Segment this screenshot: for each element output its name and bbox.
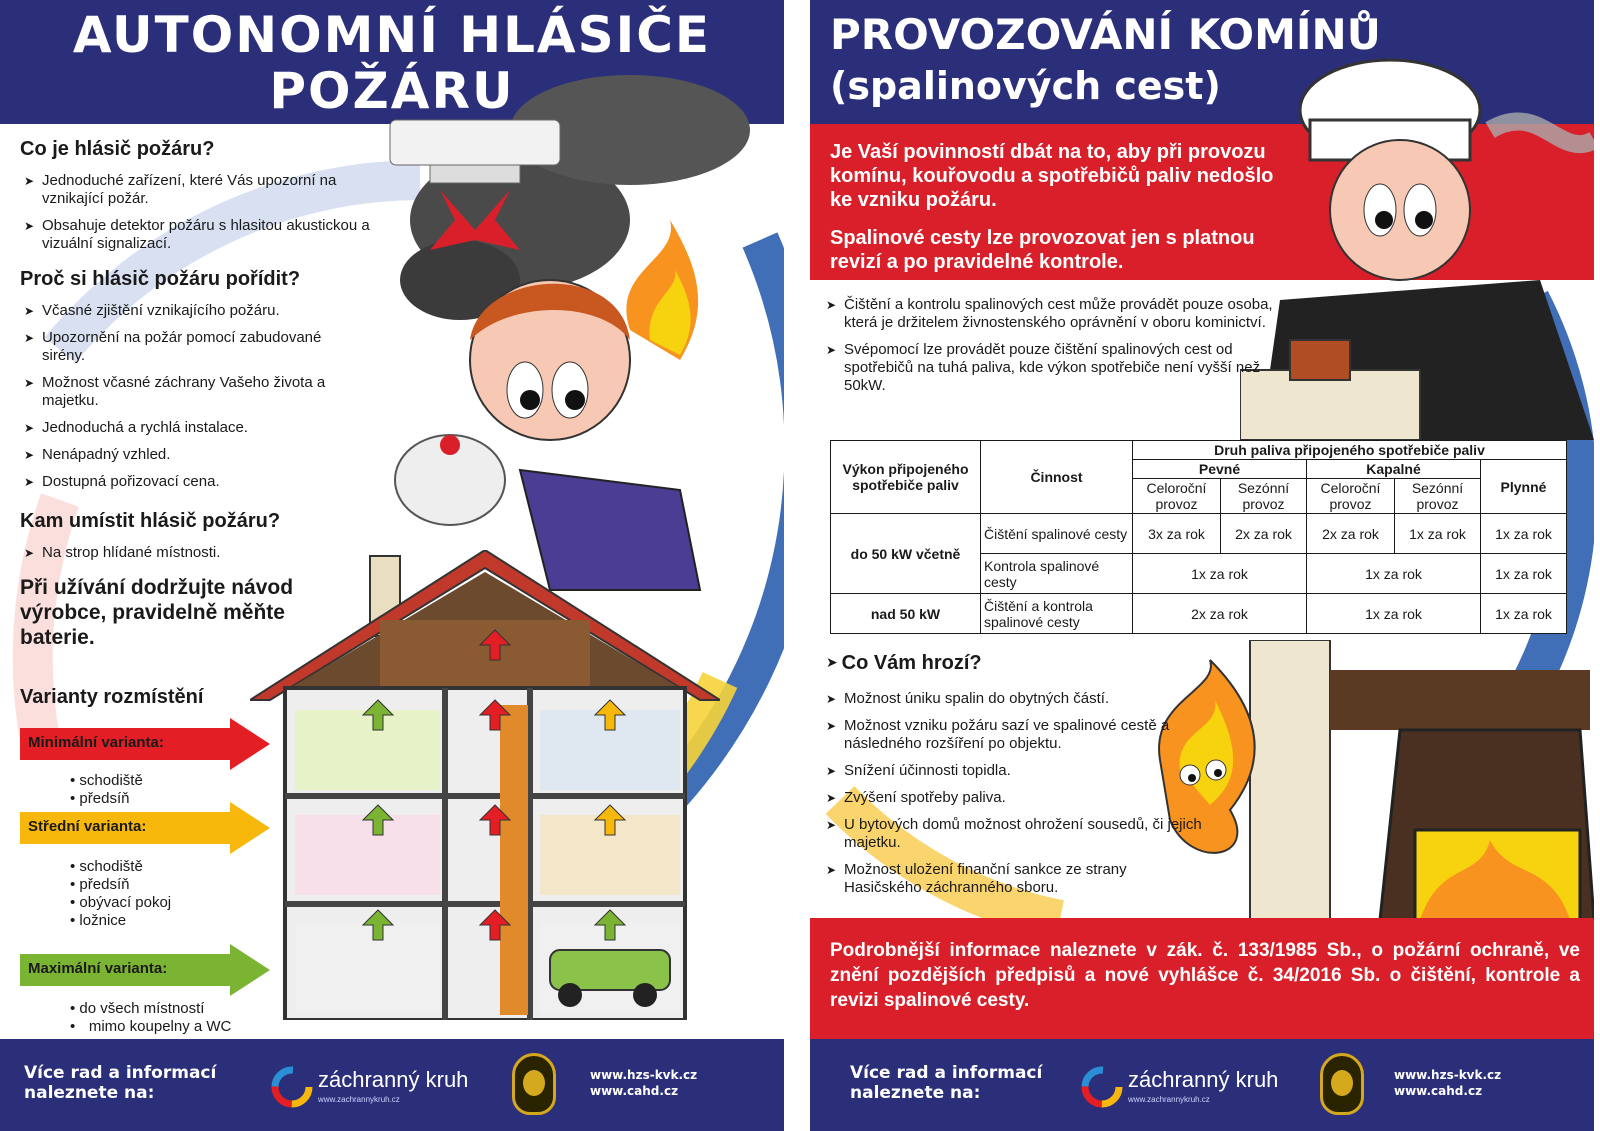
list-item: ➤ Svépomocí lze provádět pouze čištění spalinových cest od spotřebičů na tuhá paliva, kde výkon spotřebiče není vyšší než 50kW.: [826, 341, 1276, 395]
table-cell: 1x za rok: [1481, 594, 1567, 634]
list-item: ➤ Možnost včasné záchrany Vašeho života a majetku.: [24, 374, 364, 410]
url-link[interactable]: www.cahd.cz: [1394, 1084, 1483, 1098]
q1-heading: Co je hlásič požáru?: [20, 138, 215, 160]
q3-heading: Kam umístit hlásič požáru?: [20, 510, 281, 532]
list-item: ➤ Na strop hlídané místnosti.: [24, 544, 364, 562]
q1-list: [24, 172, 394, 262]
table-header: Činnost: [981, 441, 1133, 514]
url-link[interactable]: www.hzs-kvk.cz: [590, 1068, 698, 1082]
footer-more-info: Více rad a informací naleznete na:: [850, 1063, 1043, 1103]
variant-label: Minimální varianta:: [28, 734, 164, 751]
table-cell: 1x za rok: [1481, 514, 1567, 554]
variant-minimal: [20, 718, 270, 770]
variant-label: Střední varianta:: [28, 818, 147, 835]
circle-logo-icon: [270, 1065, 314, 1109]
table-header: Plynné: [1481, 460, 1567, 514]
list-item: ➤ Zvýšení spotřeby paliva.: [826, 789, 1206, 807]
variant-maximal: [20, 944, 270, 996]
variant-medium: [20, 802, 270, 854]
page-title-line1: AUTONOMNÍ HLÁSIČE: [72, 6, 712, 64]
fire-rescue-seal-icon: [512, 1053, 556, 1115]
table-header: Druh paliva připojeného spotřebiče paliv: [1133, 441, 1567, 460]
url-link[interactable]: www.hzs-kvk.cz: [1394, 1068, 1502, 1082]
list-item: • předsíň: [70, 876, 171, 894]
variant-label: Maximální varianta:: [28, 960, 168, 977]
table-header: Výkon připojeného spotřebiče paliv: [831, 441, 981, 514]
stove-fire-illustration: [1150, 640, 1594, 920]
brand-url[interactable]: www.zachrannykruh.cz: [318, 1095, 400, 1104]
brand-name: záchranný kruh: [1128, 1067, 1279, 1092]
legal-info-banner: [810, 918, 1594, 1039]
fire-rescue-seal-icon: [1320, 1053, 1364, 1115]
revision-text: Spalinové cesty lze provozovat jen s platnou revizí a po pravidelné kontrole.: [830, 227, 1255, 273]
page-title-line2: POŽÁRU: [269, 62, 515, 120]
list-item: • ložnice: [70, 912, 171, 930]
list-item: ➤ Možnost úniku spalin do obytných částí.: [826, 690, 1206, 708]
list-item: • schodiště: [70, 772, 143, 790]
url-link[interactable]: www.cahd.cz: [590, 1084, 679, 1098]
table-cell: nad 50 kW: [831, 594, 981, 634]
table-cell: 3x za rok: [1133, 514, 1221, 554]
usage-note: Při užívání dodržujte návod výrobce, pravidelně měňte baterie.: [20, 576, 294, 649]
list-item: • mimo koupelny a WC: [70, 1018, 231, 1036]
table-header: Celoroční provoz: [1307, 479, 1395, 514]
footer: [810, 1039, 1594, 1131]
q2-heading: Proč si hlásič požáru pořídit?: [20, 268, 301, 290]
variant-maximal-list: [70, 1000, 231, 1036]
table-header: Kapalné: [1307, 460, 1481, 479]
list-item: ➤ Upozornění na požár pomocí zabudované sirény.: [24, 329, 364, 365]
table-header: Sezónní provoz: [1395, 479, 1481, 514]
table-cell: Čištění a kontrola spalinové cesty: [981, 594, 1133, 634]
list-item: ➤ Jednoduchá a rychlá instalace.: [24, 419, 364, 437]
table-cell: 1x za rok: [1307, 594, 1481, 634]
variant-medium-list: [70, 858, 171, 930]
list-item: ➤ Čištění a kontrolu spalinových cest může provádět pouze osoba, která je držitelem živnostenského oprávnění v oboru kominictví.: [826, 296, 1276, 332]
list-item: ➤ Dostupná pořizovací cena.: [24, 473, 364, 491]
brand-logo[interactable]: [1080, 1059, 1300, 1111]
table-cell: 1x za rok: [1133, 554, 1307, 594]
q2-list: [24, 302, 364, 500]
house-illustration: [250, 550, 720, 1020]
table-header: Sezónní provoz: [1221, 479, 1307, 514]
list-item: ➤ Možnost vzniku požáru sazí ve spalinové cestě a následného rozšíření po objektu.: [826, 717, 1206, 753]
rules-list: [826, 296, 1276, 404]
threat-heading: ➤ Co Vám hrozí?: [826, 652, 982, 674]
table-cell: do 50 kW včetně: [831, 514, 981, 594]
list-item: • do všech místností: [70, 1000, 231, 1018]
left-poster: [0, 0, 784, 1131]
list-item: • předsíň: [70, 790, 143, 808]
table-cell: 1x za rok: [1481, 554, 1567, 594]
list-item: • obývací pokoj: [70, 894, 171, 912]
footer: [0, 1039, 784, 1131]
list-item: ➤ Obsahuje detektor požáru s hlasitou akustickou a vizuální signalizací.: [24, 217, 394, 253]
circle-logo-icon: [1080, 1065, 1124, 1109]
list-item: ➤ Možnost uložení finanční sankce ze strany Hasičského záchranného sboru.: [826, 861, 1206, 897]
table-header: Pevné: [1133, 460, 1307, 479]
list-item: ➤ U bytových domů možnost ohrožení sousedů, či jejich majetku.: [826, 816, 1206, 852]
table-cell: 2x za rok: [1133, 594, 1307, 634]
brand-name: záchranný kruh: [318, 1067, 469, 1092]
page-title-line1: PROVOZOVÁNÍ KOMÍNŮ: [830, 10, 1381, 59]
threat-list: [826, 690, 1206, 906]
brand-url[interactable]: www.zachrannykruh.cz: [1128, 1095, 1210, 1104]
table-cell: 1x za rok: [1395, 514, 1481, 554]
chimney-sweep-illustration: [1240, 40, 1594, 440]
table-cell: 2x za rok: [1221, 514, 1307, 554]
footer-urls: [1394, 1067, 1501, 1099]
cleaning-schedule-table: [830, 440, 1567, 634]
table-cell: Kontrola spalinové cesty: [981, 554, 1133, 594]
duty-text: Je Vaší povinností dbát na to, aby při provozu komínu, kouřovodu a spotřebičů paliv nedošlo ke vzniku požáru.: [830, 141, 1274, 211]
list-item: ➤ Snížení účinnosti topidla.: [826, 762, 1206, 780]
table-cell: 1x za rok: [1307, 554, 1481, 594]
list-item: ➤ Nenápadný vzhled.: [24, 446, 364, 464]
brand-logo[interactable]: [270, 1059, 490, 1111]
table-cell: Čištění spalinové cesty: [981, 514, 1133, 554]
list-item: ➤ Včasné zjištění vznikajícího požáru.: [24, 302, 364, 320]
right-poster: [810, 0, 1594, 1131]
table-header: Celoroční provoz: [1133, 479, 1221, 514]
legal-info-text: Podrobnější informace naleznete v zák. č. 133/1985 Sb., o požární ochraně, ve znění pozdějších předpisů a nové vyhlášce č. 34/2016 Sb. o čištění, kontrole a revizi spalinové cesty.: [830, 940, 1580, 1011]
footer-more-info: Více rad a informací naleznete na:: [24, 1063, 217, 1103]
list-item: • schodiště: [70, 858, 171, 876]
footer-urls: [590, 1067, 697, 1099]
smoke-detector-illustration: [380, 70, 780, 630]
table-cell: 2x za rok: [1307, 514, 1395, 554]
variants-heading: Varianty rozmístění: [20, 686, 204, 708]
list-item: ➤ Jednoduché zařízení, které Vás upozorní na vznikající požár.: [24, 172, 394, 208]
page-title-line2: (spalinových cest): [830, 64, 1221, 108]
